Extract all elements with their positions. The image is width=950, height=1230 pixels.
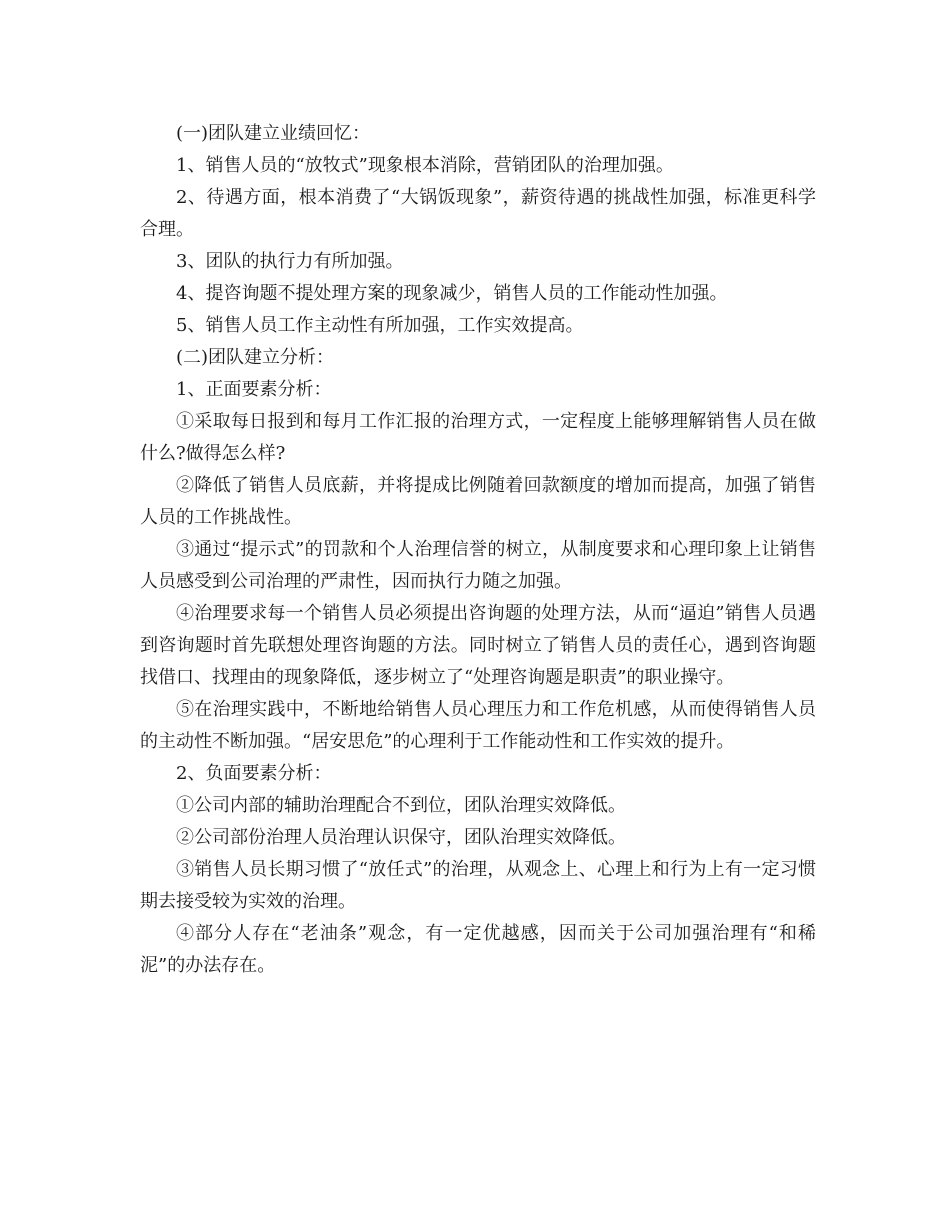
paragraph-item-5: 5、销售人员工作主动性有所加强，工作实效提高。 [176,315,584,336]
paragraph-item-3: 3、团队的执行力有所加强。 [176,251,404,272]
paragraph-item-2: 2、待遇方面，根本消费了“大锅饭现象”，薪资待遇的挑战性加强，标准更科学合理。 [140,187,816,240]
positive-factor-1: ①采取每日报到和每月工作汇报的治理方式，一定程度上能够理解销售人员在做什么?做得怎么样? [140,411,816,464]
section-heading-performance-review: (一)团队建立业绩回忆： [176,123,371,144]
paragraph-item-1: 1、销售人员的“放牧式”现象根本消除，营销团队的治理加强。 [176,155,674,176]
negative-factor-1: ①公司内部的辅助治理配合不到位，团队治理实效降低。 [176,795,626,816]
subheading-positive-factors: 1、正面要素分析： [176,379,332,400]
positive-factor-3: ③通过“提示式”的罚款和个人治理信誉的树立，从制度要求和心理印象上让销售人员感受到公司治理的严肃性，因而执行力随之加强。 [140,539,816,592]
negative-factor-4: ④部分人存在“老油条”观念，有一定优越感，因而关于公司加强治理有“和稀泥”的办法存在。 [140,923,816,976]
document-body [140,118,816,982]
section-heading-analysis: (二)团队建立分析： [176,347,335,368]
positive-factor-2: ②降低了销售人员底薪，并将提成比例随着回款额度的增加而提高，加强了销售人员的工作挑战性。 [140,475,816,528]
negative-factor-2: ②公司部份治理人员治理认识保守，团队治理实效降低。 [176,827,626,848]
paragraph-item-4: 4、提咨询题不提处理方案的现象减少，销售人员的工作能动性加强。 [176,283,728,304]
positive-factor-4: ④治理要求每一个销售人员必须提出咨询题的处理方法，从而“逼迫”销售人员遇到咨询题时首先联想处理咨询题的方法。同时树立了销售人员的责任心，遇到咨询题找借口、找理由的现象降低，逐步树立了“处理咨询题是职责”的职业操守。 [140,603,816,688]
subheading-negative-factors: 2、负面要素分析： [176,763,332,784]
negative-factor-3: ③销售人员长期习惯了“放任式”的治理，从观念上、心理上和行为上有一定习惯期去接受较为实效的治理。 [140,859,816,912]
positive-factor-5: ⑤在治理实践中，不断地给销售人员心理压力和工作危机感，从而使得销售人员的主动性不断加强。“居安思危”的心理利于工作能动性和工作实效的提升。 [140,699,816,752]
